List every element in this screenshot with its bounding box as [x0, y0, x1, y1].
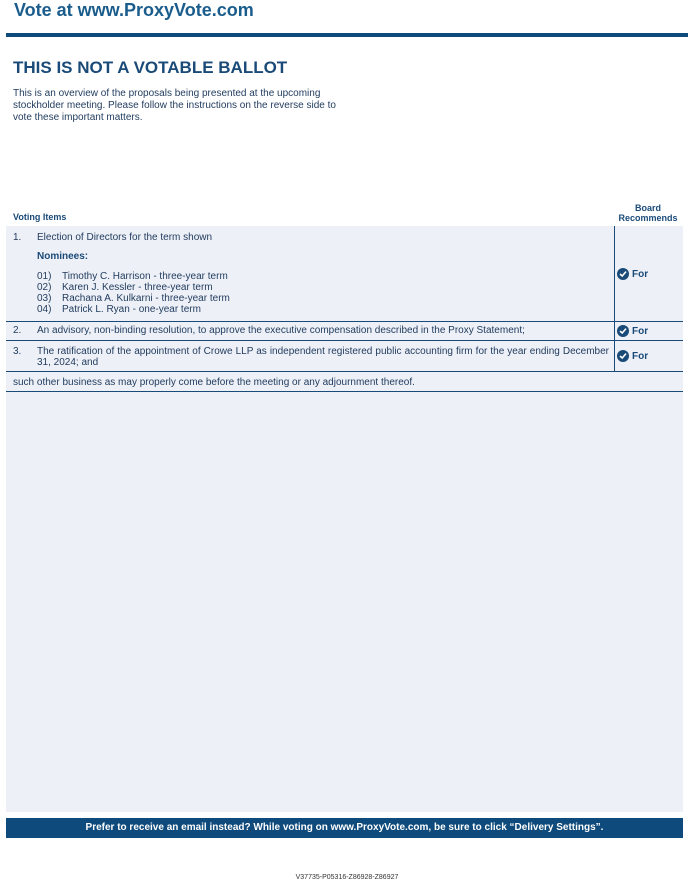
nominee-4: 04) Patrick L. Ryan - one-year term — [37, 304, 201, 315]
check-circle-icon — [617, 350, 629, 362]
email-delivery-banner: Prefer to receive an email instead? While voting on www.ProxyVote.com, be sure to click “Delivery Settings”. — [6, 818, 683, 838]
board-recommends-heading: Board Recommends — [618, 203, 678, 223]
item-number: 1. — [13, 232, 22, 243]
other-business-text: such other business as may properly come before the meeting or any adjournment thereof. — [13, 377, 415, 388]
item-number: 2. — [13, 325, 22, 336]
nominee-2: 02) Karen J. Kessler - three-year term — [37, 282, 213, 293]
voting-items-heading: Voting Items — [13, 212, 67, 222]
item-text: An advisory, non-binding resolution, to approve the executive compensation described in the Proxy Statement; — [37, 325, 525, 336]
document-code: V37735-P05316-Z86928-Z86927 — [295, 874, 399, 881]
top-rule — [6, 33, 688, 37]
row-divider — [6, 321, 683, 322]
voting-item-1 — [6, 232, 614, 322]
row-divider — [6, 371, 683, 372]
voting-item-3 — [6, 346, 614, 370]
ballot-intro: This is an overview of the proposals being presented at the upcoming stockholder meeting. Please follow the instructions on the reverse side to vote these important matters. — [13, 88, 336, 123]
check-circle-icon — [617, 268, 629, 280]
recommendation-2: For — [617, 325, 648, 337]
recommendation-3: For — [617, 350, 648, 362]
nominees-label: Nominees: — [37, 251, 89, 262]
nominee-1: 01) Timothy C. Harrison - three-year term — [37, 271, 228, 282]
column-divider — [614, 226, 615, 372]
voting-item-2 — [6, 325, 614, 339]
row-divider — [6, 340, 683, 341]
nominee-3: 03) Rachana A. Kulkarni - three-year term — [37, 293, 230, 304]
check-circle-icon — [617, 325, 629, 337]
header-title: Vote at www.ProxyVote.com — [14, 0, 254, 20]
item-text: Election of Directors for the term shown — [37, 232, 213, 243]
row-divider — [6, 391, 683, 392]
item-number: 3. — [13, 346, 22, 357]
item-text: The ratification of the appointment of Crowe LLP as independent registered public accounting firm for the year ending December 31, 2024; and — [37, 346, 609, 368]
recommendation-1: For — [617, 268, 648, 280]
ballot-title: THIS IS NOT A VOTABLE BALLOT — [13, 58, 288, 77]
